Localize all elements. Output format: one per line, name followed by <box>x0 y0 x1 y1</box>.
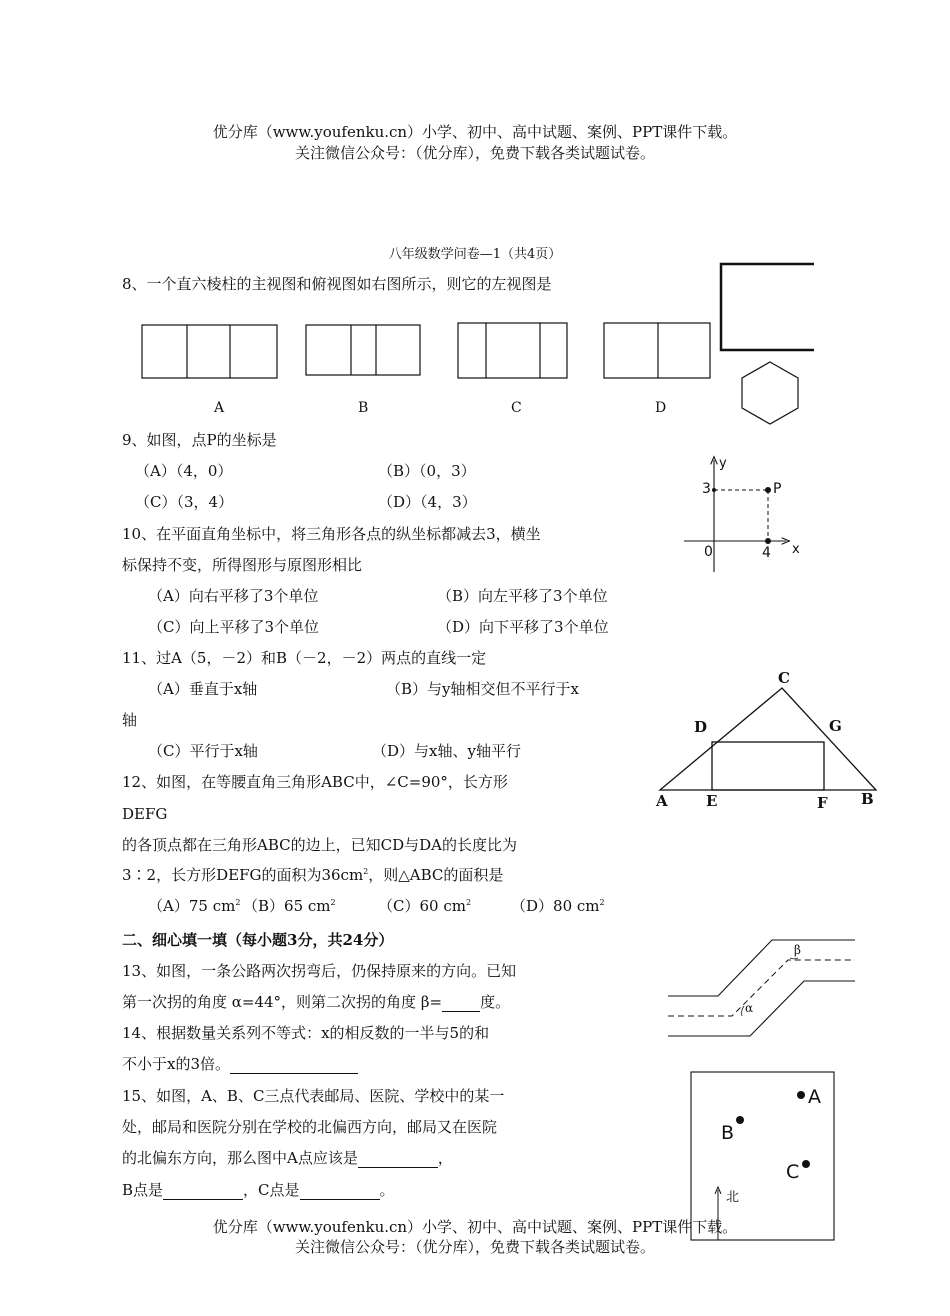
q12-option-b-text: （B）65 cm <box>243 897 331 915</box>
question-10-line-1: 10、在平面直角坐标中，将三角形各点的纵坐标都减去3，横坐 <box>122 525 541 543</box>
q13-line-2a: 第一次拐的角度 α=44°，则第二次拐的角度 β= <box>122 993 443 1011</box>
q8-label-a: A <box>214 400 225 416</box>
q12-line-4-sup: 2 <box>363 867 369 876</box>
tri-label-b: B <box>861 790 874 808</box>
q10-option-d: （D）向下平移了3个单位 <box>437 618 609 636</box>
q11-option-d: （D）与x轴、y轴平行 <box>372 742 521 760</box>
q12-line-4b: ，则△ABC的面积是 <box>368 866 504 884</box>
tri-label-d: D <box>694 718 708 736</box>
footer-line-2: 关注微信公众号：（优分库），免费下载各类试题试卷。 <box>294 1238 655 1256</box>
q15-line-4c: 。 <box>379 1181 395 1199</box>
question-12-line-2: DEFG <box>122 805 168 823</box>
q11-option-b: （B）与y轴相交但不平行于x <box>386 680 579 698</box>
map-point-b <box>736 1116 744 1124</box>
q15-line-3a: 的北偏东方向，那么图中A点应该是 <box>122 1149 358 1167</box>
q12-option-d-text: （D）80 cm <box>511 897 600 915</box>
q9-label-y: y <box>719 456 727 471</box>
question-11-text: 11、过A（5，－2）和B（－2，－2）两点的直线一定 <box>122 649 487 667</box>
q9-option-d: （D）（4，3） <box>378 493 477 511</box>
q9-label-p: P <box>773 481 782 497</box>
q12-option-b-sup: 2 <box>330 898 336 907</box>
question-13-line-1: 13、如图，一条公路两次拐弯后，仍保持原来的方向。已知 <box>122 962 517 980</box>
q11-option-b-cont: 轴 <box>122 711 138 729</box>
question-8-text: 8、一个直六棱柱的主视图和俯视图如右图所示，则它的左视图是 <box>122 275 552 293</box>
q8-label-b: B <box>358 400 369 416</box>
q12-option-c-sup: 2 <box>465 898 472 907</box>
q8-label-d: D <box>655 400 667 416</box>
tri-label-c: C <box>778 669 790 687</box>
q8-label-c: C <box>511 400 522 416</box>
question-15-line-1: 15、如图，A、B、C三点代表邮局、医院、学校中的某一 <box>122 1087 505 1105</box>
tri-label-a: A <box>656 792 668 810</box>
footer-line-1: 优分库（www.youfenku.cn）小学、初中、高中试题、案例、PPT课件下载。 <box>212 1218 738 1236</box>
map-label-a: A <box>808 1086 821 1108</box>
question-12-line-3: 的各顶点都在三角形ABC的边上，已知CD与DA的长度比为 <box>122 836 517 854</box>
question-9-text: 9、如图，点P的坐标是 <box>122 431 277 449</box>
tri-label-e: E <box>706 792 718 810</box>
q15-line-4a: B点是 <box>122 1181 164 1199</box>
question-14-line-1: 14、根据数量关系列不等式：x的相反数的一半与5的和 <box>122 1024 490 1042</box>
question-12-line-1: 12、如图，在等腰直角三角形ABC中，∠C=90°，长方形 <box>122 773 508 791</box>
header-line-2: 关注微信公众号：（优分库），免费下载各类试题试卷。 <box>294 144 655 162</box>
header-line-1: 优分库（www.youfenku.cn）小学、初中、高中试题、案例、PPT课件下载。 <box>212 123 738 141</box>
q10-option-a: （A）向右平移了3个单位 <box>148 587 319 605</box>
map-point-c <box>802 1160 810 1168</box>
question-10-line-2: 标保持不变，所得图形与原图形相比 <box>122 556 363 574</box>
q12-option-c-text: （C）60 cm <box>378 897 466 915</box>
q13-label-beta: β <box>794 943 801 957</box>
q9-option-b: （B）（0，3） <box>378 462 476 480</box>
q13-line-2b: 度。 <box>480 993 511 1011</box>
q10-option-c: （C）向上平移了3个单位 <box>148 618 320 636</box>
q12-option-d-sup: 2 <box>599 898 605 907</box>
page-title: 八年级数学问卷—1（共4页） <box>388 247 562 262</box>
map-label-north: 北 <box>726 1190 740 1205</box>
q9-option-a: （A）（4，0） <box>135 462 233 480</box>
q9-label-4: 4 <box>762 545 771 561</box>
q15-line-4b: ，C点是 <box>243 1181 300 1199</box>
q13-label-alpha: α <box>745 1001 754 1015</box>
q9-label-origin: 0 <box>704 544 713 560</box>
section-2-title: 二、细心填一填（每小题3分，共24分） <box>122 931 394 949</box>
q12-option-a-text: （A）75 cm <box>148 897 236 915</box>
tri-label-f: F <box>817 794 828 812</box>
q12-option-a-sup: 2 <box>235 898 241 907</box>
question-15-line-2: 处，邮局和医院分别在学校的北偏西方向，邮局又在医院 <box>122 1118 498 1136</box>
q15-line-3b: ， <box>437 1149 453 1167</box>
q11-option-a: （A）垂直于x轴 <box>148 680 258 698</box>
q9-label-x: x <box>792 542 800 557</box>
q12-line-4a: 3∶2，长方形DEFG的面积为36cm <box>122 866 364 884</box>
q9-label-3: 3 <box>702 481 711 497</box>
q14-line-2-text: 不小于x的3倍。 <box>122 1055 231 1073</box>
map-point-a <box>797 1091 805 1099</box>
q10-option-b: （B）向左平移了3个单位 <box>437 587 608 605</box>
tri-label-g: G <box>829 717 842 735</box>
q11-option-c: （C）平行于x轴 <box>148 742 258 760</box>
q9-option-c: （C）（3，4） <box>135 493 234 511</box>
map-label-b: B <box>721 1122 735 1144</box>
map-label-c: C <box>786 1161 800 1183</box>
